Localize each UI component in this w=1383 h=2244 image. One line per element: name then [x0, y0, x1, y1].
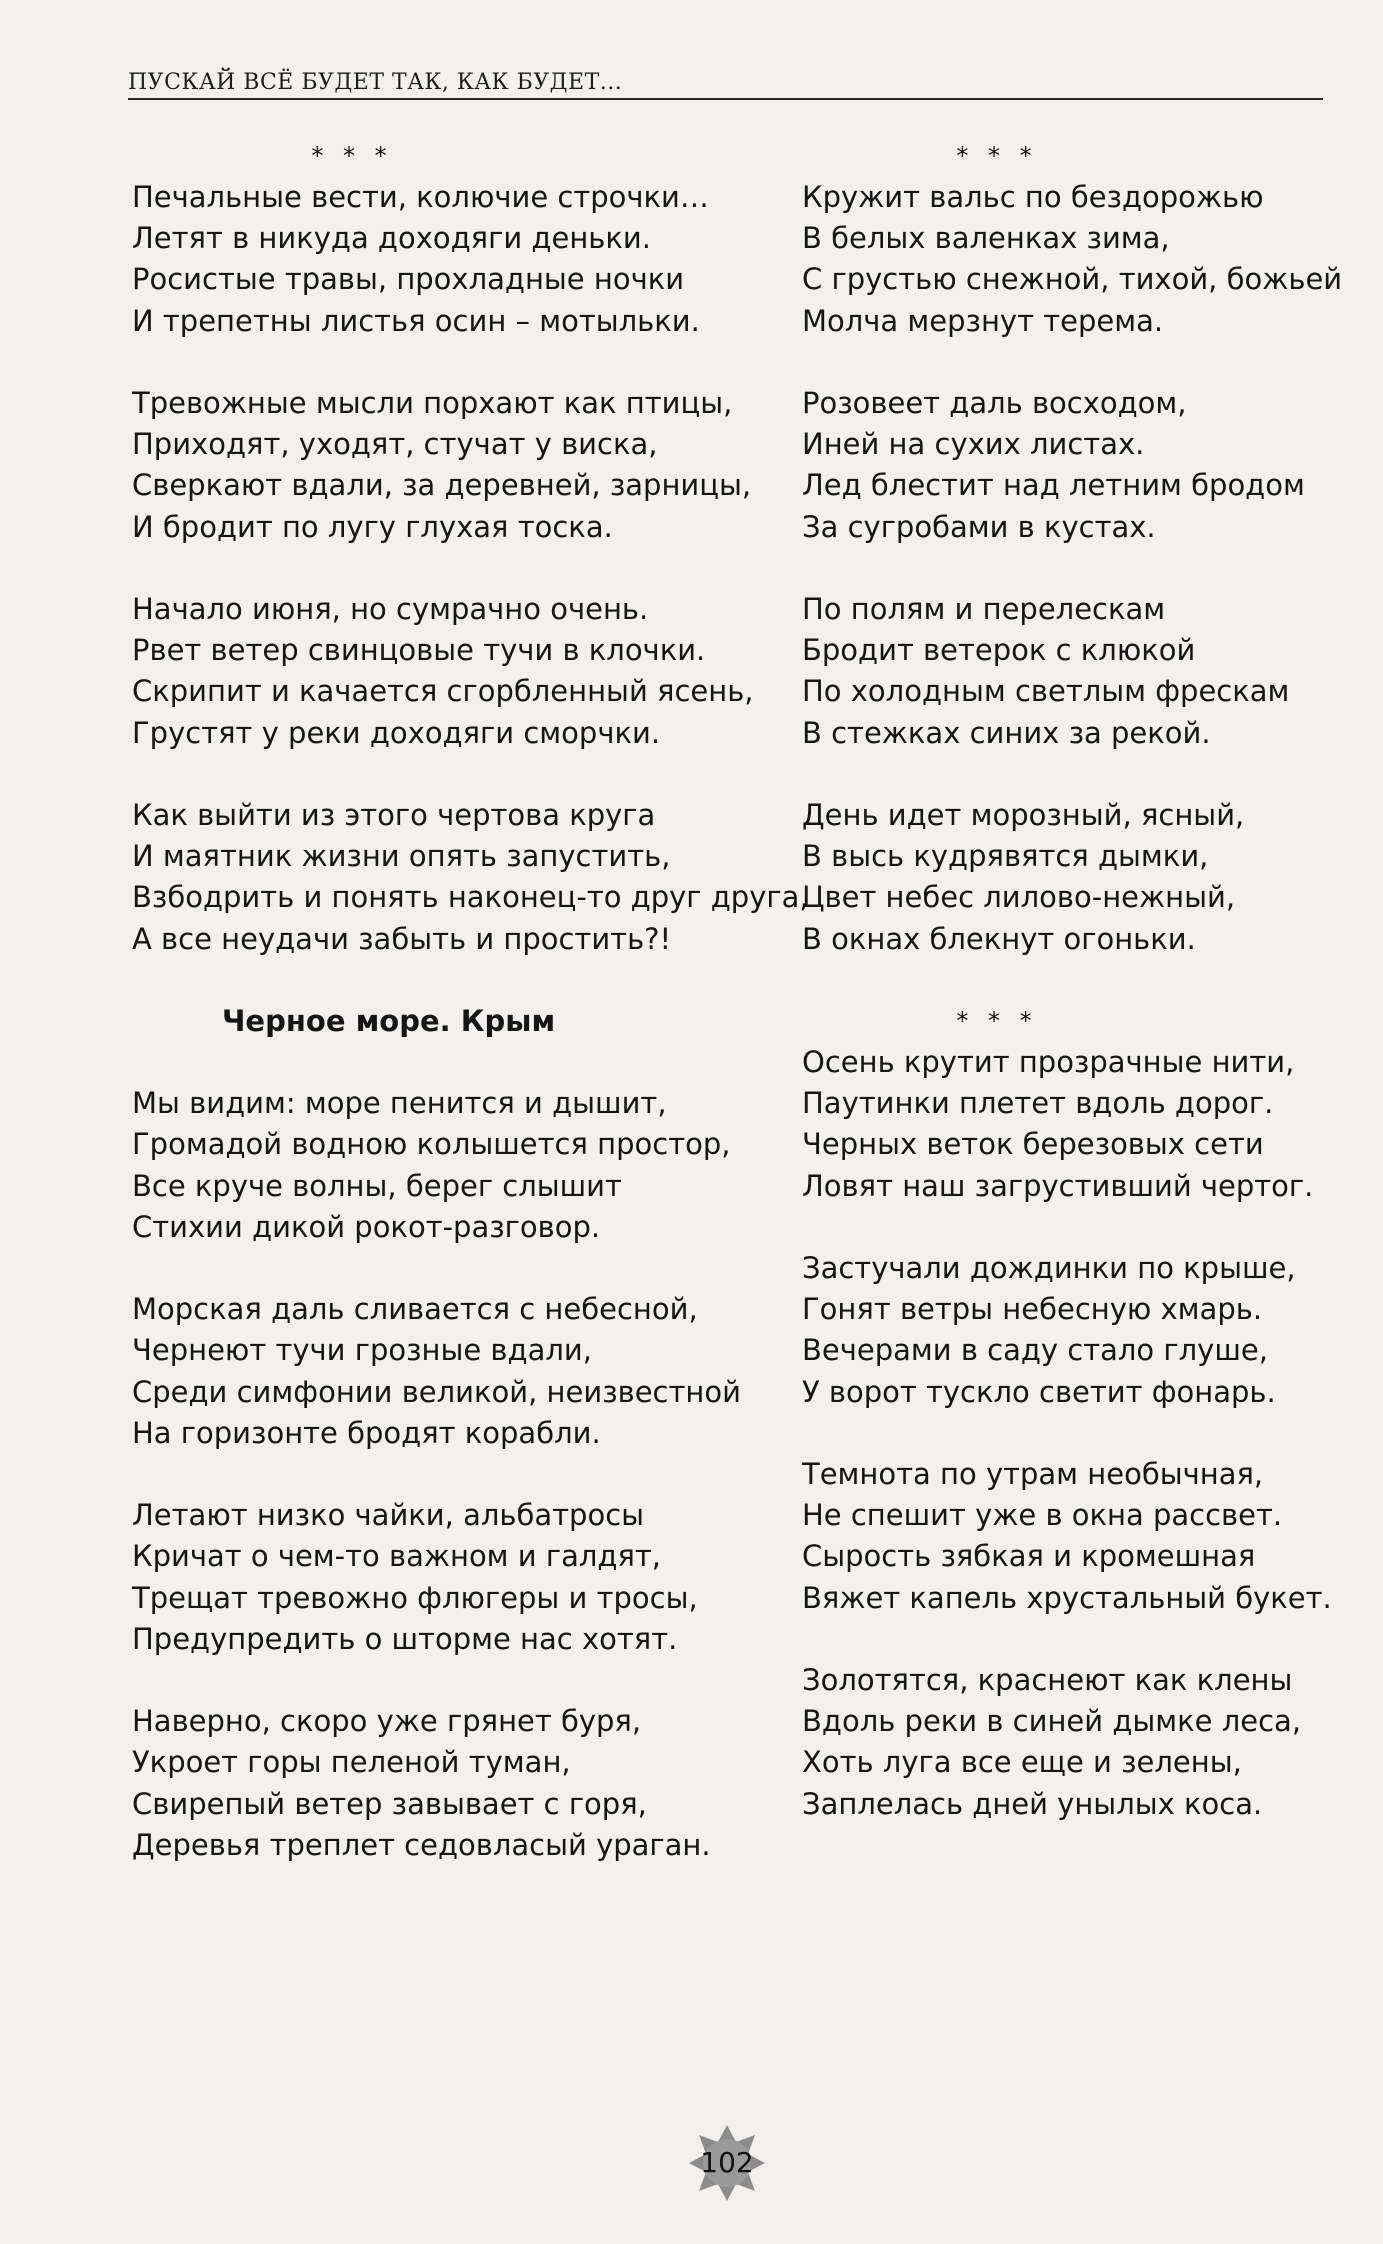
verse-line: Гонят ветры небесную хмарь. [802, 1292, 1263, 1327]
right-column [802, 136, 1342, 1866]
verse-line: Кричат о чем-то важном и галдят, [132, 1539, 661, 1574]
verse-line: Рвет ветер свинцовые тучи в клочки. [132, 633, 706, 668]
verse-line: Сырость зябкая и кромешная [802, 1539, 1256, 1574]
verse-line: Темнота по утрам необычная, [802, 1457, 1264, 1491]
verse-line: Черных веток березовых сети [802, 1127, 1264, 1162]
verse-line: День идет морозный, ясный, [802, 798, 1245, 832]
verse-line: Печальные вести, колючие строчки… [132, 180, 709, 214]
verse-line: Укроет горы пеленой туман, [132, 1745, 571, 1780]
verse-line: Осень крутит прозрачные нити, [802, 1045, 1295, 1079]
poem [132, 177, 809, 960]
verse-line: А все неудачи забыть и простить?! [132, 921, 672, 956]
verse-line: За сугробами в кустах. [802, 509, 1156, 544]
verse-line: Не спешит уже в окна рассвет. [802, 1498, 1283, 1533]
verse-line: Кружит вальс по бездорожью [802, 180, 1264, 214]
poem [802, 1042, 1342, 1825]
verse-line: Вяжет капель хрустальный букет. [802, 1580, 1332, 1615]
verse-line: Как выйти из этого чертова круга [132, 798, 656, 832]
poem-title: Черное море. Крым [222, 1004, 556, 1038]
verse-line: У ворот тускло светит фонарь. [802, 1374, 1276, 1409]
verse-line: Вдоль реки в синей дымке леса, [802, 1704, 1302, 1739]
verse-line: Заплелась дней унылых коса. [802, 1786, 1263, 1821]
verse-line: В высь кудрявятся дымки, [802, 839, 1209, 874]
stanza-separator: * * * [311, 142, 393, 170]
stanza-separator: * * * [956, 142, 1038, 170]
verse-line: С грустью снежной, тихой, божьей [802, 262, 1343, 297]
poem [802, 177, 1342, 960]
running-header-title: ПУСКАЙ ВСЁ БУДЕТ ТАК, КАК БУДЕТ... [128, 70, 623, 95]
stanza [802, 795, 1342, 960]
stanza [132, 383, 772, 548]
verse-line: Предупредить о шторме нас хотят. [132, 1621, 678, 1656]
verse-line: Наверно, скоро уже грянет буря, [132, 1704, 642, 1739]
stanza [132, 1083, 772, 1248]
verse-line: Грустят у реки доходяги сморчки. [132, 715, 661, 750]
left-column [132, 136, 809, 1907]
verse-line: Свирепый ветер завывает с горя, [132, 1786, 647, 1821]
verse-line: В окнах блекнут огоньки. [802, 921, 1196, 956]
stanza [132, 177, 772, 342]
verse-line: Цвет небес лилово-нежный, [802, 880, 1236, 915]
stanza [132, 1289, 772, 1454]
verse-line: И маятник жизни опять запустить, [132, 839, 671, 874]
verse-line: Хоть луга все еще и зелены, [802, 1745, 1242, 1780]
verse-line: В стежках синих за рекой. [802, 715, 1211, 750]
stanza [802, 177, 1342, 342]
verse-line: Летят в никуда доходяги деньки. [132, 221, 651, 256]
verse-line: Розовеет даль восходом, [802, 386, 1187, 420]
verse-line: Застучали дождинки по крыше, [802, 1251, 1296, 1285]
page-number-badge [687, 2123, 767, 2203]
stanza [802, 1042, 1342, 1207]
verse-line: Стихии дикой рокот-разговор. [132, 1209, 601, 1244]
verse-line: Лед блестит над летним бродом [802, 468, 1305, 503]
stanza [132, 1495, 772, 1660]
verse-line: Чернеют тучи грозные вдали, [132, 1333, 592, 1368]
verse-line: Приходят, уходят, стучат у виска, [132, 427, 658, 462]
verse-line: На горизонте бродят корабли. [132, 1415, 601, 1450]
running-header [128, 70, 1323, 100]
verse-line: Громадой водною колышется простор, [132, 1127, 731, 1162]
stanza [132, 589, 772, 754]
verse-line: Все круче волны, берег слышит [132, 1168, 622, 1203]
verse-line: По полям и перелескам [802, 592, 1166, 626]
stanza-separator: * * * [956, 1007, 1038, 1035]
poem [132, 1083, 772, 1866]
verse-line: По холодным светлым фрескам [802, 674, 1290, 709]
verse-line: Золотятся, краснеют как клены [802, 1663, 1293, 1697]
verse-line: И трепетны листья осин – мотыльки. [132, 303, 700, 338]
stanza [132, 1701, 772, 1866]
stanza [802, 589, 1342, 754]
stanza [802, 1660, 1342, 1825]
verse-line: Вечерами в саду стало глуше, [802, 1333, 1268, 1368]
verse-line: Трещат тревожно флюгеры и тросы, [132, 1580, 698, 1615]
verse-line: Летают низко чайки, альбатросы [132, 1498, 645, 1533]
verse-line: Среди симфонии великой, неизвестной [132, 1374, 741, 1409]
verse-line: Росистые травы, прохладные ночки [132, 262, 685, 297]
verse-line: Тревожные мысли порхают как птицы, [132, 386, 733, 420]
stanza [132, 795, 809, 960]
verse-line: И бродит по лугу глухая тоска. [132, 509, 613, 544]
verse-line: Ловят наш загрустивший чертог. [802, 1168, 1314, 1203]
verse-line: Мы видим: море пенится и дышит, [132, 1086, 667, 1121]
page-number: 102 [700, 2146, 754, 2179]
stanza [802, 383, 1342, 548]
verse-line: Начало июня, но сумрачно очень. [132, 592, 649, 626]
verse-line: Паутинки плетет вдоль дорог. [802, 1086, 1274, 1121]
verse-line: Сверкают вдали, за деревней, зарницы, [132, 468, 752, 503]
verse-line: В белых валенках зима, [802, 221, 1170, 256]
verse-line: Деревья треплет седовласый ураган. [132, 1827, 711, 1862]
verse-line: Иней на сухих листах. [802, 427, 1145, 462]
verse-line: Взбодрить и понять наконец-то друг друга, [132, 880, 809, 915]
verse-line: Молча мерзнут терема. [802, 303, 1164, 338]
stanza [802, 1454, 1342, 1619]
stanza [802, 1248, 1342, 1413]
verse-line: Бродит ветерок с клюкой [802, 633, 1196, 668]
verse-line: Скрипит и качается сгорбленный ясень, [132, 674, 754, 709]
verse-line: Морская даль сливается с небесной, [132, 1292, 698, 1327]
